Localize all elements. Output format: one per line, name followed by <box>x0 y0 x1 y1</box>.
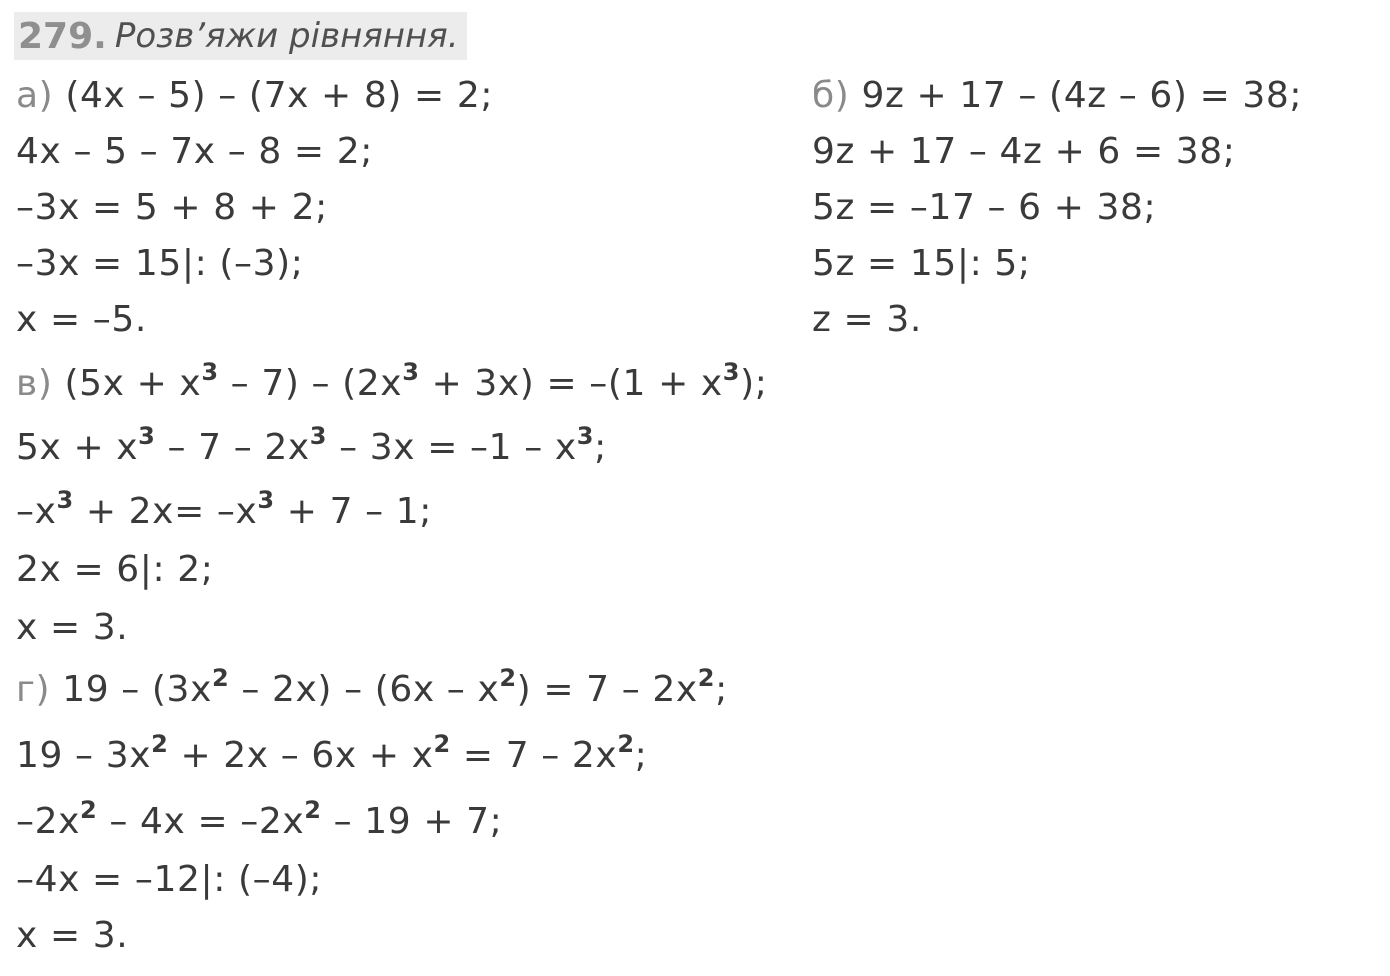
term: + 3x) = –(1 + x <box>419 363 723 404</box>
part-g-label: г) <box>16 669 51 710</box>
term: ; <box>594 427 607 468</box>
term: (5x + x <box>64 363 202 404</box>
exponent: 2 <box>617 730 635 758</box>
part-b-equation <box>812 72 1302 120</box>
term: + 2x= –x <box>73 491 258 532</box>
exercise-header <box>14 12 467 60</box>
part-v-step-4: x = 3. <box>16 607 129 648</box>
exercise-number: 279. <box>18 15 107 57</box>
exponent: 3 <box>576 422 595 450</box>
term: ; <box>715 669 728 710</box>
term: ; <box>634 735 648 776</box>
part-a-equation <box>16 72 493 120</box>
exponent: 3 <box>201 358 219 386</box>
part-v-step-3: 2x = 6|: 2; <box>16 549 214 590</box>
term: 5x + x <box>16 427 139 468</box>
term: 19 – 3x <box>16 735 152 776</box>
part-b-step-4: z = 3. <box>812 299 922 340</box>
part-v-label: в) <box>16 363 53 404</box>
part-a-step-2: –3x = 5 + 8 + 2; <box>16 187 328 228</box>
exponent: 2 <box>211 664 230 692</box>
term: ); <box>740 363 768 404</box>
exponent: 3 <box>138 422 156 450</box>
exercise-instruction: Розв’яжи рівняння. <box>114 16 459 56</box>
part-g-step-4: x = 3. <box>16 915 129 956</box>
term: – 4x = –2x <box>97 801 305 842</box>
exponent: 2 <box>697 664 716 692</box>
part-a-step-1: 4x – 5 – 7x – 8 = 2; <box>16 131 373 172</box>
term: = 7 – 2x <box>450 735 618 776</box>
part-b-label: б) <box>812 75 850 116</box>
term: ) = 7 – 2x <box>516 669 698 710</box>
term: – 19 + 7; <box>321 801 503 842</box>
part-v-step-2 <box>16 488 432 536</box>
exponent: 3 <box>722 358 741 386</box>
term: – 3x = –1 – x <box>327 427 577 468</box>
part-a-step-4: x = –5. <box>16 299 147 340</box>
part-b-step-2: 5z = –17 – 6 + 38; <box>812 187 1157 228</box>
term: 19 – (3x <box>62 669 212 710</box>
exponent: 2 <box>151 730 169 758</box>
term: –2x <box>16 801 81 842</box>
part-b-equation-text: 9z + 17 – (4z – 6) = 38; <box>861 75 1303 116</box>
term: + 2x – 6x + x <box>168 735 434 776</box>
part-a-equation-text: (4x – 5) – (7x + 8) = 2; <box>65 75 494 116</box>
term: –x <box>16 491 57 532</box>
part-b-step-3: 5z = 15|: 5; <box>812 243 1031 284</box>
part-g-equation <box>16 666 728 714</box>
part-v-equation <box>16 360 767 408</box>
exponent: 3 <box>309 422 328 450</box>
part-g-step-3: –4x = –12|: (–4); <box>16 859 323 900</box>
exponent: 2 <box>80 796 98 824</box>
part-v-step-1 <box>16 424 607 472</box>
exponent: 2 <box>433 730 451 758</box>
term: + 7 – 1; <box>274 491 432 532</box>
term: – 7) – (2x <box>218 363 403 404</box>
exponent: 2 <box>499 664 517 692</box>
part-b-step-1: 9z + 17 – 4z + 6 = 38; <box>812 131 1236 172</box>
exponent: 2 <box>304 796 322 824</box>
part-g-step-1 <box>16 732 647 780</box>
part-a-step-3: –3x = 15|: (–3); <box>16 243 304 284</box>
part-a-label: а) <box>16 75 54 116</box>
exponent: 3 <box>56 486 74 514</box>
exponent: 3 <box>402 358 420 386</box>
part-g-step-2 <box>16 798 502 846</box>
exponent: 3 <box>257 486 275 514</box>
term: – 7 – 2x <box>155 427 310 468</box>
term: – 2x) – (6x – x <box>229 669 500 710</box>
